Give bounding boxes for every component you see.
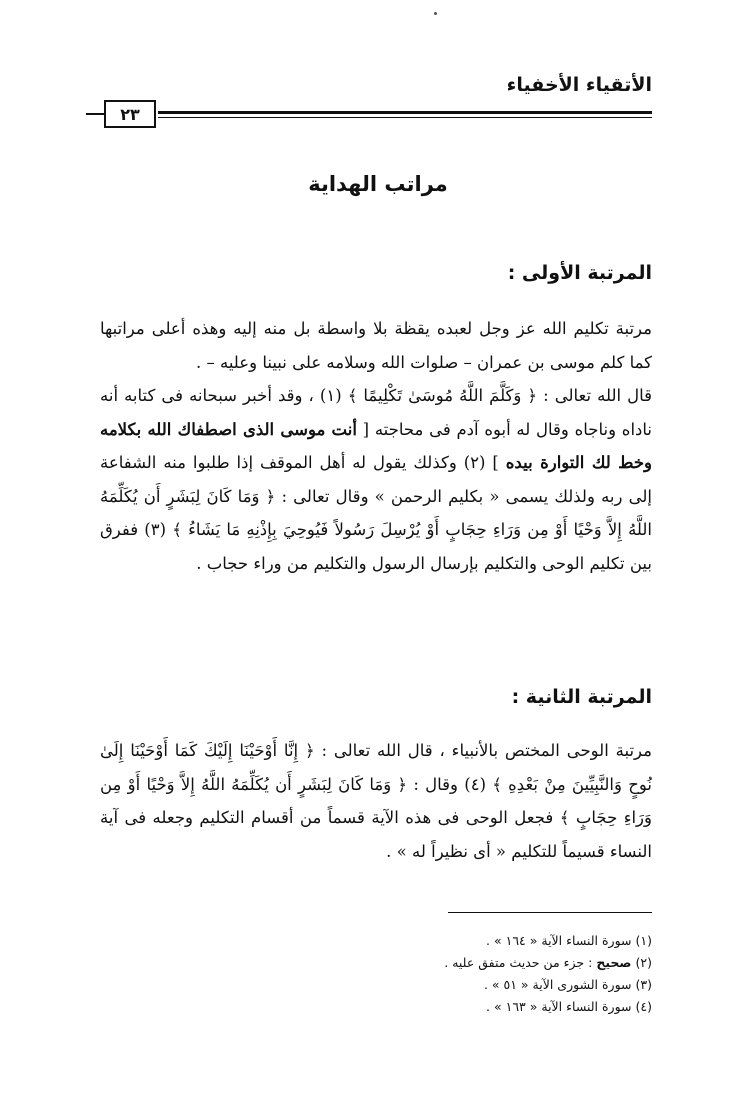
footnote-text: : جزء من حديث متفق عليه .	[444, 955, 597, 970]
header-rule-left	[86, 113, 104, 115]
footnote-item	[252, 930, 652, 952]
paragraph-quran-quote	[100, 379, 652, 580]
running-title: الأتقياء الأخفياء	[506, 74, 652, 96]
footnotes	[252, 930, 652, 1018]
scan-speck	[434, 12, 437, 15]
footnote-text: سورة النساء الآية « ١٦٤ » .	[486, 933, 632, 948]
paragraph-text-end: ] (٢) وكذلك يقول له أهل الموقف إذا طلبوا منه الشفاعة إلى ربه ولذلك يسمى « بكليم الرحمن » وقال تعالى : ﴿ وَمَا كَانَ لِبَشَرٍ أَن يُكَلِّمَهُ اللَّهُ إِلاَّ وَحْيًا أَوْ مِن وَرَاءِ حِجَابٍ أَوْ يُرْسِلَ رَسُولاً فَيُوحِيَ بِإِذْنِهِ مَا يَشَاءُ ﴾ (٣) ففرق بين تكليم الوحى والتكليم بإرسال الرسول والتكليم من وراء حجاب .	[100, 453, 652, 573]
section-heading-second: المرتبة الثانية :	[511, 686, 652, 708]
footnote-number: (١)	[635, 933, 652, 948]
footnote-separator	[448, 912, 652, 913]
footnote-number: (٣)	[635, 977, 652, 992]
footnote-bold: صحيح	[596, 955, 632, 970]
footnote-number: (٤)	[635, 999, 652, 1014]
header-rule-thick	[158, 111, 652, 114]
paragraph-first-rank: مرتبة تكليم الله عز وجل لعبده يقظة بلا واسطة بل منه إليه وهذه أعلى مراتبها كما كلم موسى بن عمران – صلوات الله وسلامه على نبينا وعليه – .	[100, 319, 652, 372]
chapter-title: مراتب الهداية	[308, 172, 448, 196]
footnote-text: سورة الشورى الآية « ٥١ » .	[483, 977, 632, 992]
footnote-item	[252, 974, 652, 996]
footnote-text: سورة النساء الآية « ١٦٣ » .	[486, 999, 632, 1014]
section-second-body	[100, 734, 652, 868]
hadith-bold-text: أنت موسى الذى اصطفاك الله بكلامه وخط لك التوارة بيده	[100, 419, 652, 472]
header-rule-thin	[158, 117, 652, 118]
footnote-item	[252, 996, 652, 1018]
footnote-item	[252, 952, 652, 974]
page-number: ٢٣	[120, 104, 140, 124]
section-first-body	[100, 312, 652, 580]
section-heading-first: المرتبة الأولى :	[507, 262, 652, 284]
footnote-number: (٢)	[635, 955, 652, 970]
page-number-box	[104, 100, 156, 128]
paragraph-second-rank: مرتبة الوحى المختص بالأنبياء ، قال الله تعالى : ﴿ إِنَّا أَوْحَيْنَا إِلَيْكَ كَمَا أَوْحَيْنَا إِلَىٰ نُوحٍ وَالنَّبِيِّينَ مِنْ بَعْدِهِ ﴾ (٤) وقال : ﴿ وَمَا كَانَ لِبَشَرٍ أَن يُكَلِّمَهُ اللَّهُ إِلاَّ وَحْيًا أَوْ مِن وَرَاءِ حِجَابٍ ﴾ فجعل الوحى فى هذه الآية قسماً من أقسام التكليم وجعله فى آية النساء قسيماً للتكليم « أى نظيراً له » .	[100, 741, 652, 861]
paragraph-text-start: قال الله تعالى : ﴿ وَكَلَّمَ اللَّهُ مُوسَىٰ تَكْلِيمًا ﴾ (١) ، وقد أخبر سبحانه فى كتابه أنه ناداه وناجاه وقال له أبوه آدم فى محاجته [	[100, 386, 652, 439]
